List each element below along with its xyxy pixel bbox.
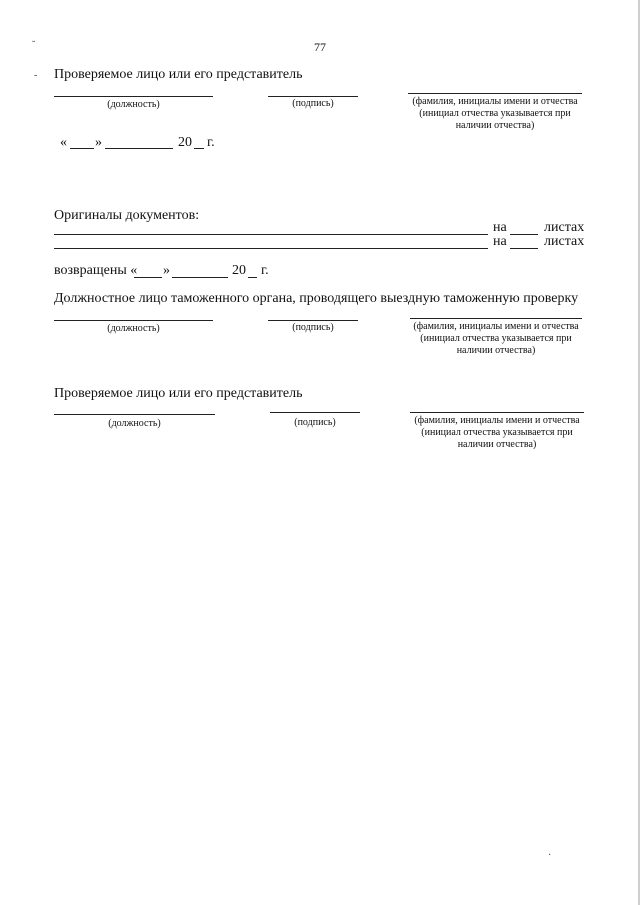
block2-position-caption: (должность) <box>107 323 160 334</box>
block1-position-caption: (должность) <box>107 99 160 110</box>
returned-close-quote: » <box>163 263 170 278</box>
date-year-blank <box>194 148 204 149</box>
block3-signature-line <box>270 412 360 413</box>
block1-signature-caption: (подпись) <box>292 98 334 109</box>
block3-name-line <box>410 412 584 413</box>
block3-position-caption: (должность) <box>108 418 161 429</box>
originals-sheets-label-1: листах <box>544 220 585 235</box>
returned-year-suffix: г. <box>261 263 269 278</box>
returned-month-blank <box>172 277 228 278</box>
returned-label: возвращены « <box>54 263 138 278</box>
returned-year-prefix: 20 <box>232 263 246 278</box>
block1-name-line <box>408 93 582 94</box>
date-month-blank <box>105 148 173 149</box>
date-open-quote: « <box>60 135 67 150</box>
originals-sheets-blank-2 <box>510 248 538 249</box>
originals-heading: Оригиналы документов: <box>54 208 200 223</box>
block1-name-caption: (фамилия, инициалы имени и отчества (инициал отчества указывается при наличии отчества) <box>412 96 578 131</box>
block2-name-caption: (фамилия, инициалы имени и отчества (инициал отчества указывается при наличии отчества) <box>413 321 579 356</box>
originals-line-2 <box>54 248 488 249</box>
block2-signature-line <box>268 320 358 321</box>
date-day-blank <box>70 148 94 149</box>
originals-line-1 <box>54 234 488 235</box>
block3-position-line <box>54 414 215 415</box>
returned-day-blank <box>134 277 162 278</box>
returned-year-blank <box>248 277 257 278</box>
date-year-prefix: 20 <box>178 135 192 150</box>
block1-signature-line <box>268 96 358 97</box>
scan-mark: ˘ <box>32 40 36 51</box>
originals-on-label-2: на <box>493 234 507 249</box>
date-year-suffix: г. <box>207 135 215 150</box>
block3-signature-caption: (подпись) <box>294 417 336 428</box>
block2-signature-caption: (подпись) <box>292 322 334 333</box>
scan-mark: - <box>34 70 38 81</box>
page-number: 77 <box>314 40 326 54</box>
block2-heading: Должностное лицо таможенного органа, проводящего выездную таможенную проверку <box>54 291 579 306</box>
block1-heading: Проверяемое лицо или его представитель <box>54 67 303 82</box>
block2-name-line <box>410 318 582 319</box>
block3-heading: Проверяемое лицо или его представитель <box>54 386 303 401</box>
originals-on-label-1: на <box>493 220 507 235</box>
block2-position-line <box>54 320 213 321</box>
block3-name-caption: (фамилия, инициалы имени и отчества (инициал отчества указывается при наличии отчества) <box>414 415 580 450</box>
originals-sheets-label-2: листах <box>544 234 585 249</box>
scan-mark: · <box>548 850 552 861</box>
originals-sheets-blank-1 <box>510 234 538 235</box>
block1-position-line <box>54 96 213 97</box>
date-close-quote: » <box>95 135 102 150</box>
